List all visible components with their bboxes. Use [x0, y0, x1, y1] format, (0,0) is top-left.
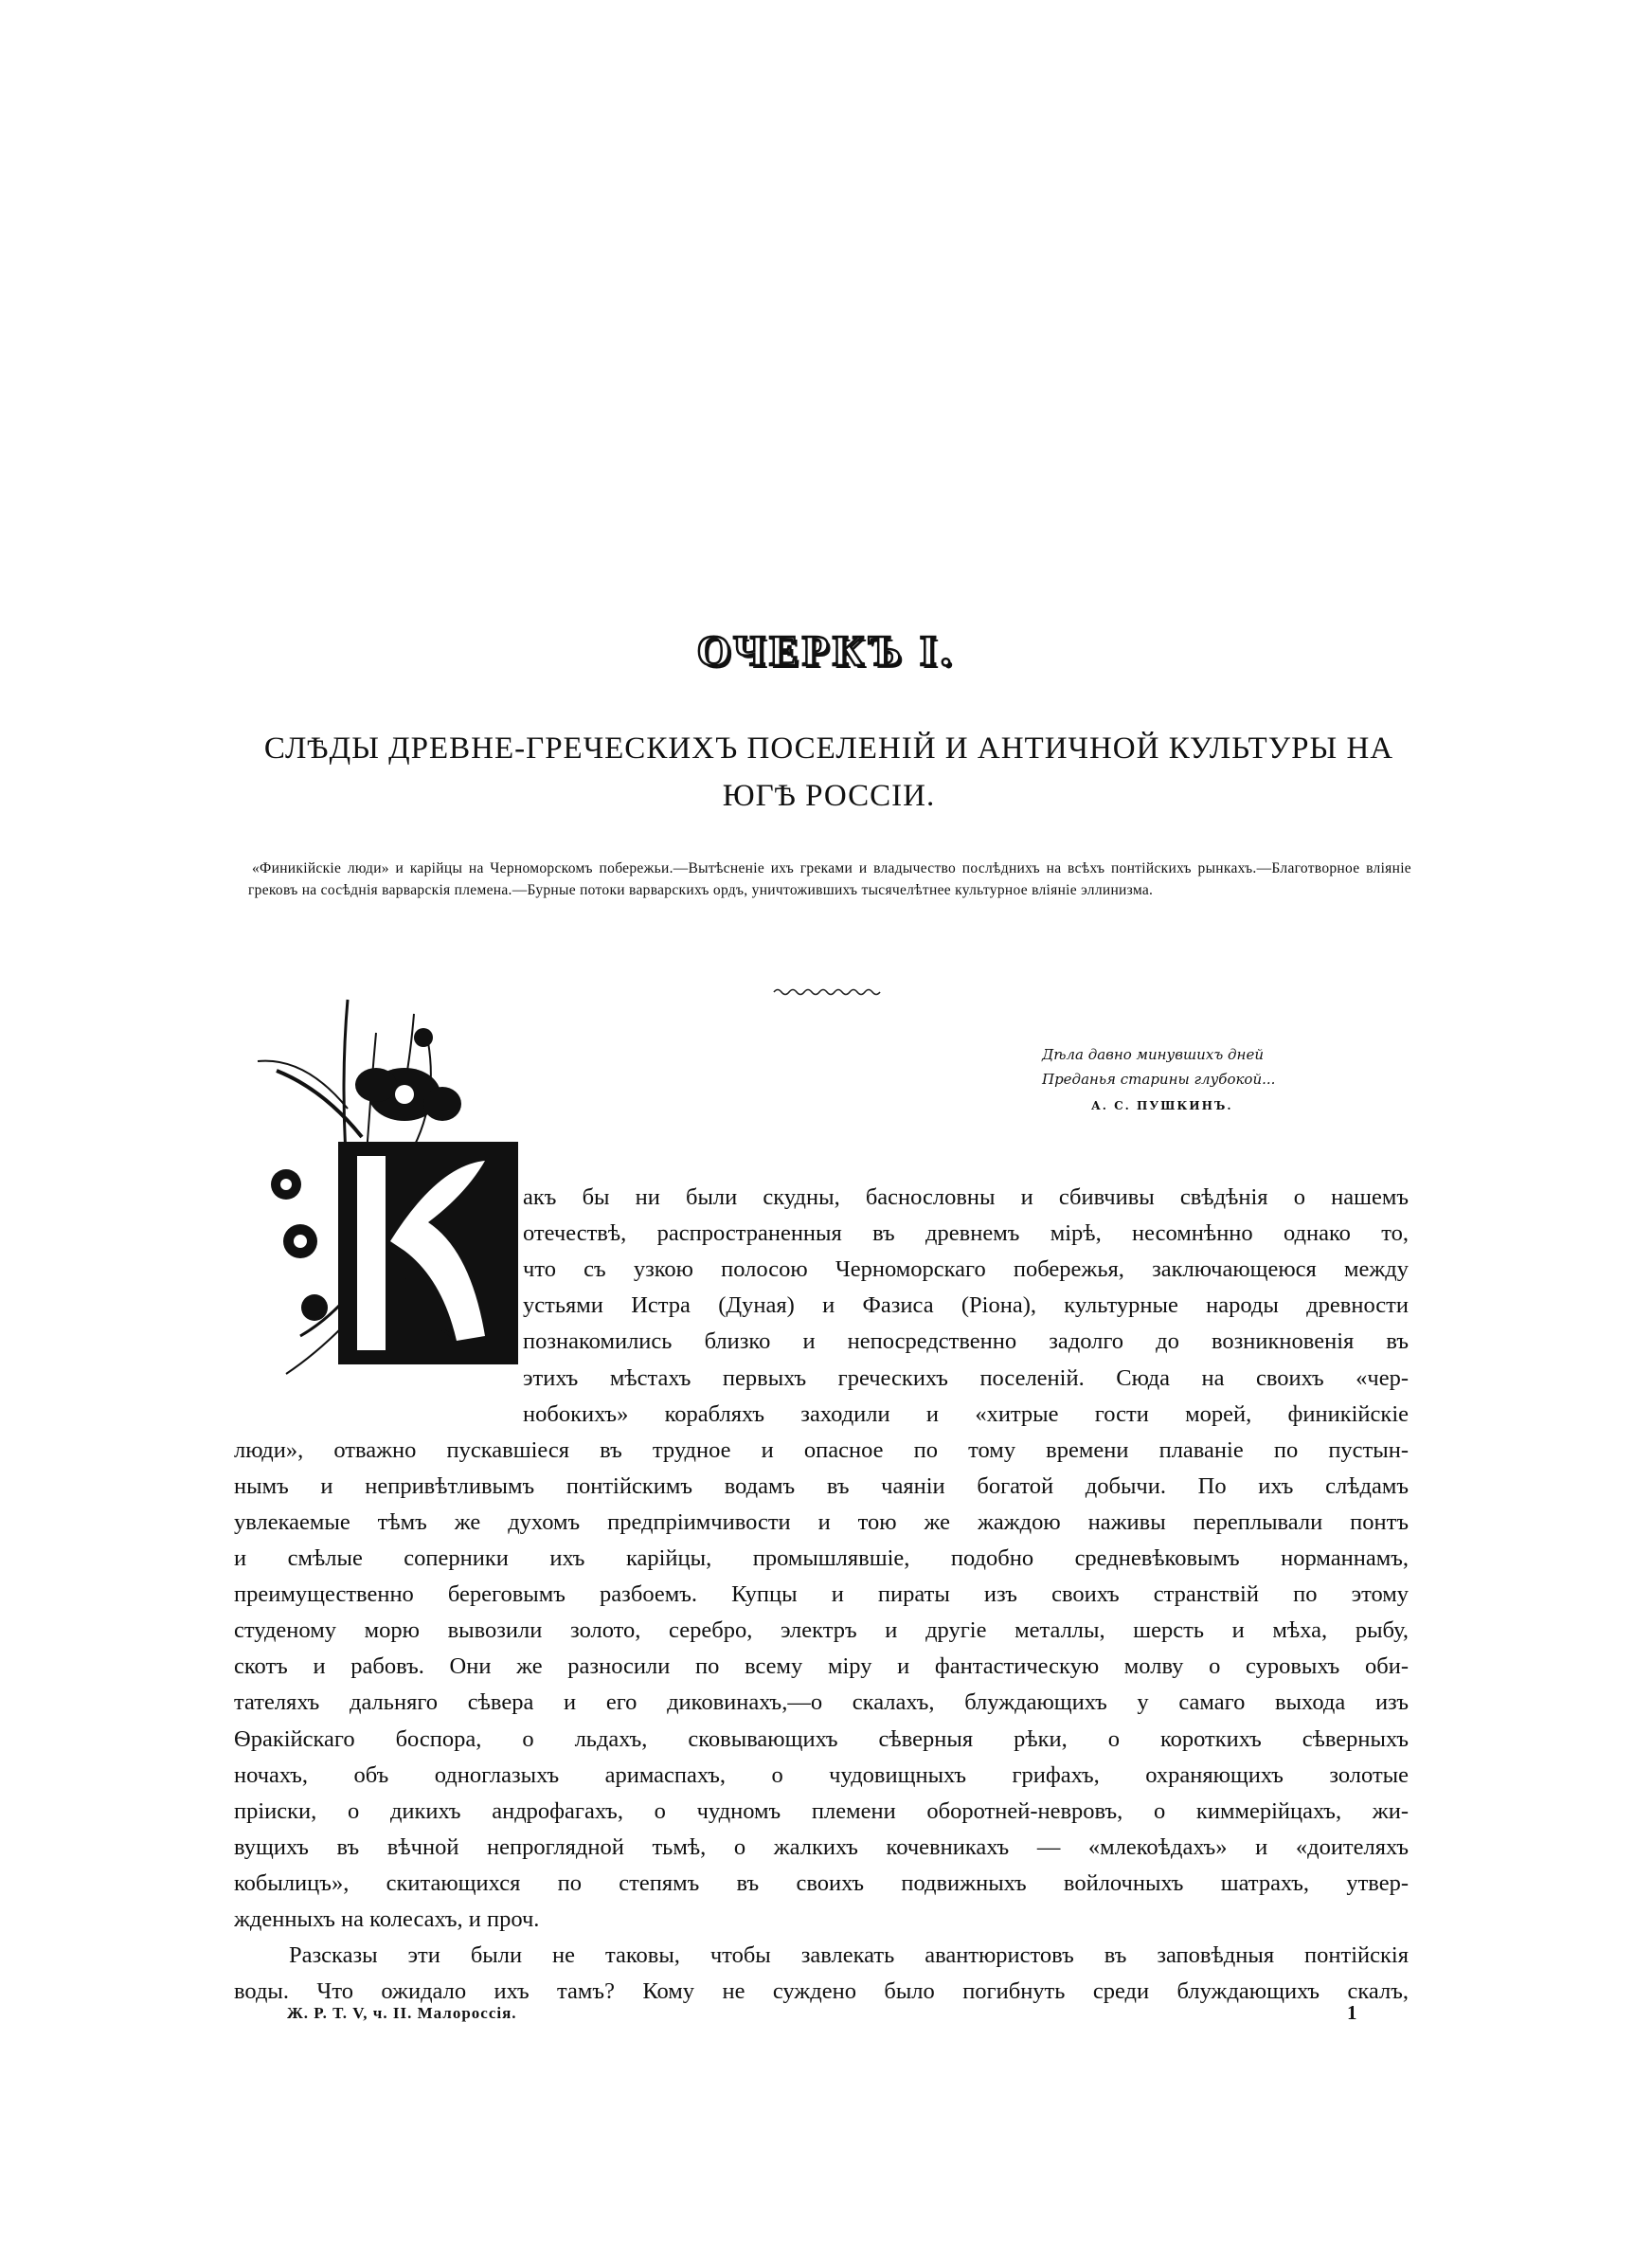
body-line: устьями Истра (Дуная) и Фазиса (Ріона), культурные народы древности	[523, 1292, 1409, 1319]
body-line: отечествѣ, распространенныя въ древнемъ мірѣ, несомнѣнно однако то,	[523, 1220, 1409, 1247]
body-line: люди», отважно пускавшіеся въ трудное и опасное по тому времени плаваніе по пустын-	[234, 1436, 1409, 1463]
body-line: что съ узкою полосою Черноморскаго побережья, заключающеюся между	[523, 1256, 1409, 1283]
body-line: пріиски, о дикихъ андрофагахъ, о чудномъ племени оборотней-невровъ, о киммерійцахъ, жи-	[234, 1797, 1409, 1824]
body-line: тателяхъ дальняго сѣвера и его диковинахъ,—о скалахъ, блуждающихъ у самаго выхода изъ	[234, 1689, 1409, 1716]
epigraph-author: А. С. ПУШКИНЪ.	[1091, 1099, 1233, 1112]
body-line: вущихъ въ вѣчной непроглядной тьмѣ, о жалкихъ кочевникахъ — «млекоѣдахъ» и «доителяхъ	[234, 1833, 1409, 1860]
page-number: 1	[1347, 2001, 1357, 2024]
body-line: этихъ мѣстахъ первыхъ греческихъ поселеній. Сюда на своихъ «чер-	[523, 1364, 1409, 1391]
body-line: и смѣлые соперники ихъ карійцы, промышлявшіе, подобно средневѣковымъ норманнамъ,	[234, 1545, 1409, 1571]
decorated-initial-letter	[248, 995, 523, 1393]
body-line: студеному морю вывозили золото, серебро, электръ и другіе металлы, шерсть и мѣха, рыбу,	[234, 1617, 1409, 1644]
body-line: преимущественно береговымъ разбоемъ. Купцы и пираты изъ своихъ странствій по этому	[234, 1581, 1409, 1608]
chapter-title: ОЧЕРКЪ I.	[696, 626, 956, 675]
body-line: скотъ и рабовъ. Они же разносили по всему міру и фантастическую молву о суровыхъ оби-	[234, 1653, 1409, 1680]
body-line: познакомились близко и непосредственно задолго до возникновенія въ	[523, 1328, 1409, 1355]
body-line: кобылицъ», скитающихся по степямъ въ своихъ подвижныхъ войлочныхъ шатрахъ, утвер-	[234, 1869, 1409, 1896]
epigraph	[1042, 1042, 1326, 1118]
body-line: увлекаемые тѣмъ же духомъ предпріимчивости и тою же жаждою наживы переплывали понтъ	[234, 1508, 1409, 1535]
body-line: Ѳракійскаго боспора, о льдахъ, сковывающихъ сѣверныя рѣки, о короткихъ сѣверныхъ	[234, 1725, 1409, 1752]
subtitle-line-1: СЛѢДЫ ДРЕВНЕ-ГРЕЧЕСКИХЪ ПОСЕЛЕНІЙ И АНТИЧНОЙ КУЛЬТУРЫ НА	[263, 731, 1394, 766]
ornamental-divider	[772, 985, 886, 999]
body-line: Разсказы эти были не таковы, чтобы завлекать авантюристовъ въ заповѣдныя понтійскія	[289, 1942, 1409, 1969]
body-line: ночахъ, объ одноглазыхъ аримаспахъ, о чудовищныхъ грифахъ, охраняющихъ золотые	[234, 1761, 1409, 1788]
body-line: нобокихъ» корабляхъ заходили и «хитрые гости морей, финикійскіе	[523, 1400, 1409, 1427]
printer-signature: Ж. Р. Т. V, ч. II. Малороссія.	[287, 2004, 517, 2022]
subtitle-line-2: ЮГѢ РОССІИ.	[722, 779, 936, 813]
epigraph-line-2: Преданья старины глубокой...	[1042, 1071, 1276, 1088]
chapter-subtitle	[256, 725, 1402, 820]
body-line: жденныхъ на колесахъ, и проч.	[234, 1906, 540, 1932]
body-line: нымъ и непривѣтливымъ понтійскимъ водамъ въ чаяніи богатой добычи. По ихъ слѣдамъ	[234, 1472, 1409, 1499]
body-line: воды. Что ожидало ихъ тамъ? Кому не суждено было погибнуть среди блуждающихъ скалъ,	[234, 1978, 1409, 2005]
chapter-summary: «Финикійскіе люди» и карійцы на Черноморскомъ побережьи.—Вытѣсненіе ихъ греками и владычество послѣднихъ на всѣхъ понтійскихъ рынкахъ.—Благотворное вліяніе грековъ на сосѣднія варварскія племена.—Бурные потоки варварскихъ ордъ, уничтожившихъ тысячелѣтнее культурное вліяніе эллинизма.	[248, 860, 1411, 898]
epigraph-line-1: Дѣла давно минувшихъ дней	[1042, 1046, 1264, 1063]
body-line: акъ бы ни были скудны, баснословны и сбивчивы свѣдѣнія о нашемъ	[523, 1184, 1409, 1210]
